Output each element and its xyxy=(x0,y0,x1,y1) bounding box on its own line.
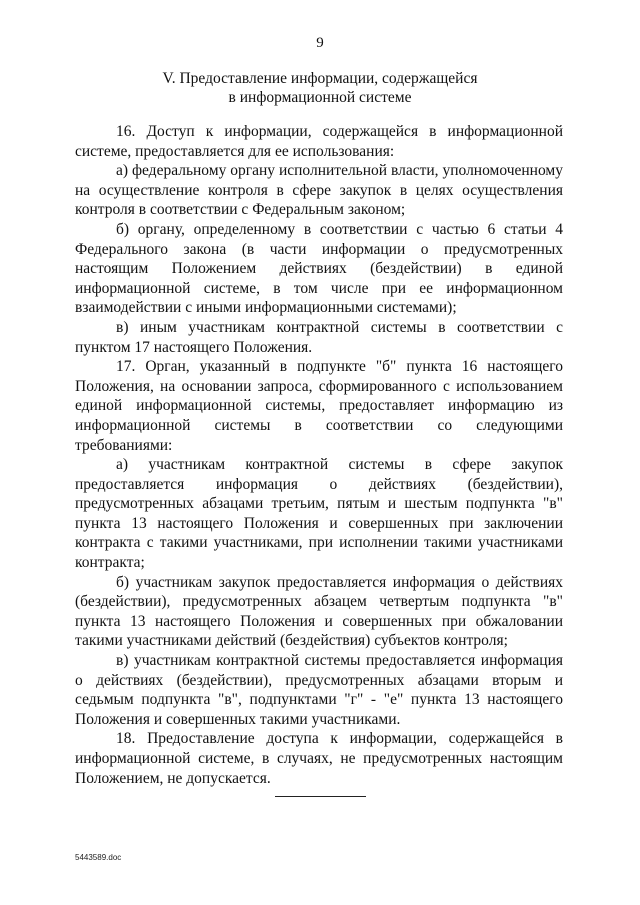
section-heading-line-1: V. Предоставление информации, содержащейся xyxy=(162,70,478,87)
paragraph-16-b: б) органу, определенному в соответствии с частью 6 статьи 4 Федерального закона (в части информации о предусмотренных настоящим Положением действиях (бездействии) в единой информационной системе, в том числе при ее информационном взаимодействии с иными информационными системами); xyxy=(75,220,563,317)
paragraph-16-a: а) федеральному органу исполнительной власти, уполномоченному на осуществление контроля в сфере закупок в целях осуществления контроля в соответствии с Федеральным законом; xyxy=(75,162,563,219)
document-body xyxy=(75,122,563,788)
paragraph-16: 16. Доступ к информации, содержащейся в информационной системе, предоставляется для ее использования: xyxy=(75,123,563,160)
page-number: 9 xyxy=(316,35,324,51)
paragraph-17-a: а) участникам контрактной системы в сфере закупок предоставляется информация о действиях (бездействии), предусмотренных абзацами третьим, пятым и шестым подпункта "в" пункта 13 настоящего Положения и совершенных при заключении контракта с такими участниками, при исполнении такими участниками контракта; xyxy=(75,456,563,572)
paragraph-17-v: в) участникам контрактной системы предоставляется информация о действиях (бездействии), предусмотренных абзацами вторым и седьмым подпункта "в", подпунктами "г" - "е" пункта 13 настоящего Положения и совершенных такими участниками. xyxy=(75,652,563,728)
paragraph-17-b: б) участникам закупок предоставляется информация о действиях (бездействии), предусмотренных абзацем четвертым подпункта "в" пункта 13 настоящего Положения и совершенных при обжаловании такими участниками действий (бездействия) субъектов контроля; xyxy=(75,573,563,650)
document-file-id: 5443589.doc xyxy=(75,853,122,862)
section-heading-line-2: в информационной системе xyxy=(228,89,412,106)
paragraph-18: 18. Предоставление доступа к информации, содержащейся в информационной системе, в случаях, не предусмотренных настоящим Положением, не допускается. xyxy=(75,730,563,787)
end-separator-line xyxy=(275,796,366,797)
paragraph-17: 17. Орган, указанный в подпункте "б" пункта 16 настоящего Положения, на основании запроса, сформированного с использованием единой информационной системы, предоставляет информацию из информационной системы в соответствии со следующими требованиями: xyxy=(75,358,563,454)
section-heading xyxy=(0,69,640,107)
paragraph-16-v: в) иным участникам контрактной системы в соответствии с пунктом 17 настоящего Положения. xyxy=(75,318,563,356)
